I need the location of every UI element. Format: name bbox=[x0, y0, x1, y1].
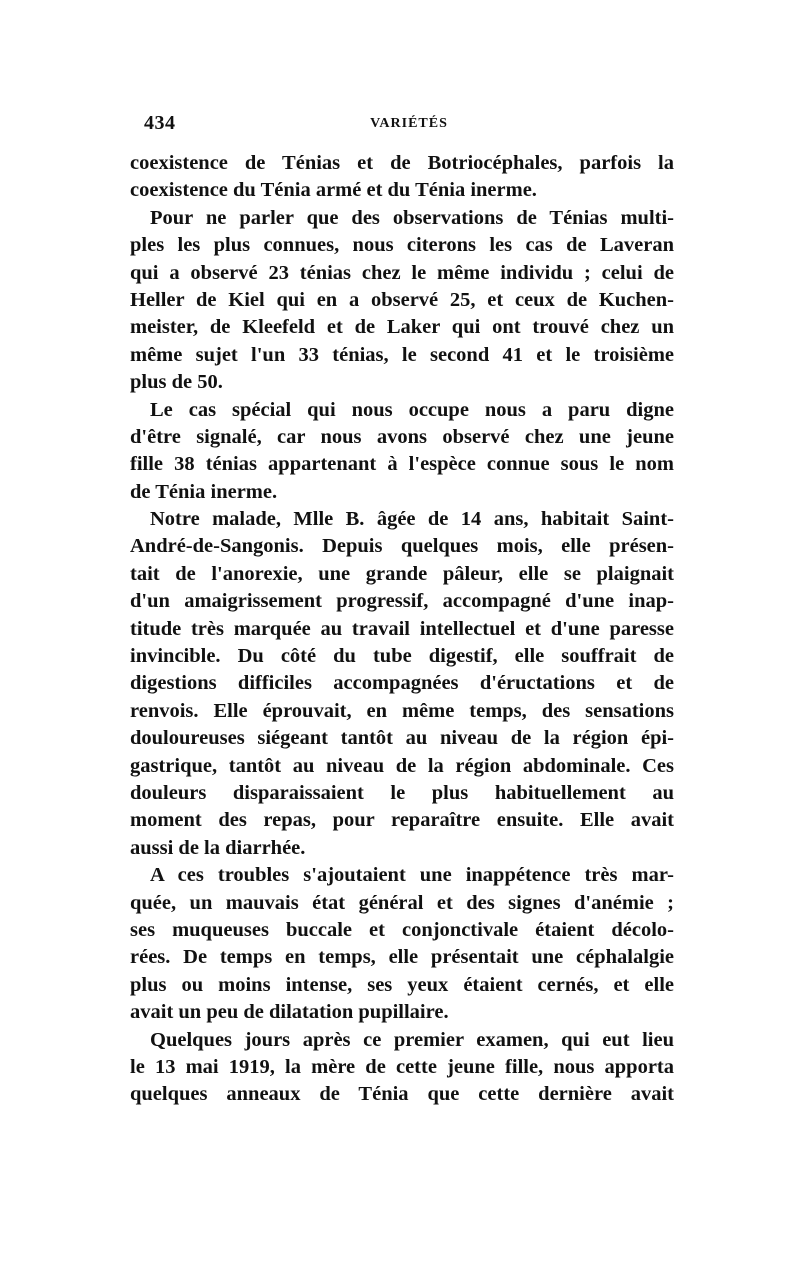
text-line: moment des repas, pour reparaître ensuite. Elle avait bbox=[130, 809, 674, 832]
text-line: Heller de Kiel qui en a observé 25, et ceux de Kuchen- bbox=[130, 288, 674, 311]
text-line: coexistence de Ténias et de Botriocéphales, parfois la bbox=[130, 152, 674, 174]
text-line: ses muqueuses buccale et conjonctivale étaient décolo- bbox=[130, 918, 674, 941]
body-text bbox=[130, 150, 674, 1109]
text-line: titude très marquée au travail intellectuel et d'une paresse bbox=[130, 617, 674, 640]
text-line: plus ou moins intense, ses yeux étaient cernés, et elle bbox=[130, 973, 674, 996]
text-line: ples les plus connues, nous citerons les cas de Laveran bbox=[130, 234, 674, 257]
paragraph bbox=[130, 205, 674, 397]
text-line: renvois. Elle éprouvait, en même temps, des sensations bbox=[130, 699, 674, 722]
text-line: d'être signalé, car nous avons observé chez une jeune bbox=[130, 425, 674, 448]
text-line: quée, un mauvais état général et des signes d'anémie ; bbox=[130, 891, 674, 914]
text-line: de Ténia inerme. bbox=[130, 480, 278, 503]
text-line: même sujet l'un 33 ténias, le second 41 et le troisième bbox=[130, 343, 674, 366]
text-line: meister, de Kleefeld et de Laker qui ont trouvé chez un bbox=[130, 316, 674, 339]
text-line: A ces troubles s'ajoutaient une inappétence très mar- bbox=[150, 864, 674, 887]
text-line: douleurs disparaissaient le plus habituellement au bbox=[130, 781, 674, 804]
text-line: qui a observé 23 ténias chez le même individu ; celui de bbox=[130, 261, 674, 284]
paragraph bbox=[130, 150, 674, 205]
text-line: fille 38 ténias appartenant à l'espèce connue sous le nom bbox=[130, 453, 674, 476]
text-line: Le cas spécial qui nous occupe nous a paru digne bbox=[150, 398, 674, 421]
paragraph bbox=[130, 1027, 674, 1109]
text-line: invincible. Du côté du tube digestif, elle souffrait de bbox=[130, 645, 674, 668]
text-line: André-de-Sangonis. Depuis quelques mois, elle présen- bbox=[130, 535, 674, 558]
text-line: quelques anneaux de Ténia que cette dernière avait bbox=[130, 1083, 674, 1106]
text-line: tait de l'anorexie, une grande pâleur, elle se plaignait bbox=[130, 562, 674, 585]
page-number: 434 bbox=[144, 112, 176, 134]
paragraph bbox=[130, 397, 674, 507]
text-line: Pour ne parler que des observations de Ténias multi- bbox=[150, 206, 674, 229]
paragraph bbox=[130, 506, 674, 862]
text-line: Quelques jours après ce premier examen, qui eut lieu bbox=[150, 1028, 674, 1051]
text-line: plus de 50. bbox=[130, 371, 223, 394]
text-line: coexistence du Ténia armé et du Ténia inerme. bbox=[130, 179, 537, 202]
text-line: digestions difficiles accompagnées d'éructations et de bbox=[130, 672, 674, 695]
paragraph bbox=[130, 862, 674, 1026]
text-line: Notre malade, Mlle B. âgée de 14 ans, habitait Saint- bbox=[150, 508, 674, 531]
text-line: le 13 mai 1919, la mère de cette jeune fille, nous apporta bbox=[130, 1055, 674, 1078]
text-line: aussi de la diarrhée. bbox=[130, 836, 306, 859]
text-line: avait un peu de dilatation pupillaire. bbox=[130, 1001, 449, 1024]
text-line: gastrique, tantôt au niveau de la région abdominale. Ces bbox=[130, 754, 674, 777]
text-line: douloureuses siégeant tantôt au niveau de la région épi- bbox=[130, 727, 674, 750]
text-line: d'un amaigrissement progressif, accompagné d'une inap- bbox=[130, 590, 674, 613]
running-head bbox=[144, 112, 674, 136]
text-line: rées. De temps en temps, elle présentait une céphalalgie bbox=[130, 946, 674, 969]
running-title: VARIÉTÉS bbox=[370, 116, 448, 131]
